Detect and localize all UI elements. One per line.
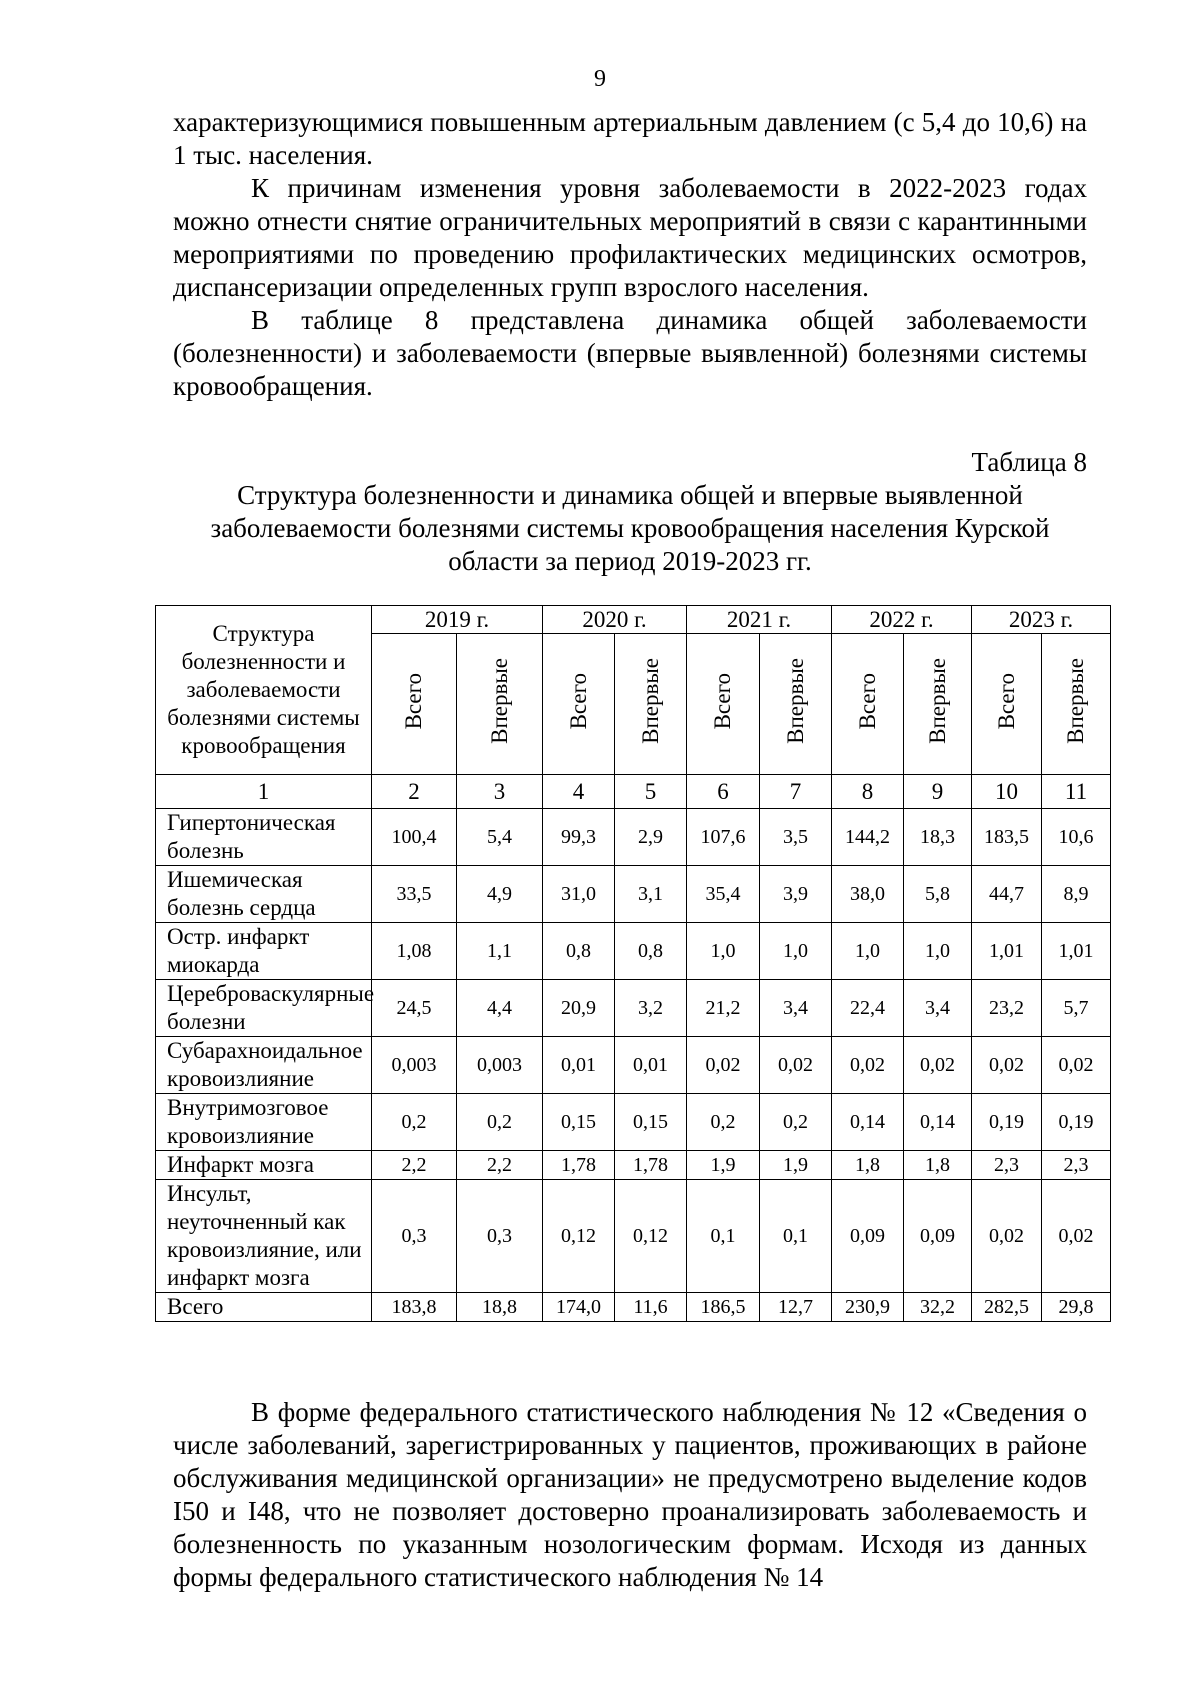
table-row [156, 809, 1111, 866]
table-cell: 3,2 [615, 980, 687, 1037]
table-year-header: 2023 г. [972, 606, 1111, 634]
table-cell: 0,02 [760, 1037, 832, 1094]
table-cell: 0,15 [615, 1094, 687, 1151]
table-cell: 1,01 [1042, 923, 1111, 980]
table-year-header: 2020 г. [543, 606, 687, 634]
table-cell: 0,02 [687, 1037, 760, 1094]
table-cell: 5,4 [457, 809, 543, 866]
table-cell: 0,09 [832, 1180, 904, 1293]
table-cell: 4,4 [457, 980, 543, 1037]
table-cell: 35,4 [687, 866, 760, 923]
table-cell: 99,3 [543, 809, 615, 866]
table-cell: 0,1 [760, 1180, 832, 1293]
table-cell: 0,02 [832, 1037, 904, 1094]
table-row [156, 1180, 1111, 1293]
table-cell: 18,3 [904, 809, 972, 866]
table-row-label: Субарахноидальное кровоизлияние [156, 1037, 372, 1094]
table-subheader-total [372, 634, 457, 775]
table-cell: 1,01 [972, 923, 1042, 980]
table-cell: 1,9 [760, 1151, 832, 1180]
closing-text [173, 1396, 1087, 1594]
table-cell: 0,12 [615, 1180, 687, 1293]
table-column-number: 1 [156, 775, 372, 809]
table-cell: 1,8 [904, 1151, 972, 1180]
table-subheader-text: Всего [565, 672, 591, 730]
table-cell: 230,9 [832, 1293, 904, 1322]
table-cell: 38,0 [832, 866, 904, 923]
table-subheader-total [543, 634, 615, 775]
intro-text [173, 106, 1087, 403]
table-cell: 10,6 [1042, 809, 1111, 866]
table-cell: 3,4 [760, 980, 832, 1037]
table-cell: 21,2 [687, 980, 760, 1037]
table-cell: 23,2 [972, 980, 1042, 1037]
table-cell: 282,5 [972, 1293, 1042, 1322]
table-column-number: 4 [543, 775, 615, 809]
table-row [156, 1037, 1111, 1094]
table-row-label: Ишемическая болезнь сердца [156, 866, 372, 923]
table-subheader-text: Впервые [782, 658, 808, 744]
table-cell: 0,02 [904, 1037, 972, 1094]
table-cell: 3,4 [904, 980, 972, 1037]
table-subheader-total [687, 634, 760, 775]
table-column-number: 10 [972, 775, 1042, 809]
table-column-number: 6 [687, 775, 760, 809]
table-cell: 5,8 [904, 866, 972, 923]
table-row [156, 980, 1111, 1037]
paragraph: В форме федерального статистического наблюдения № 12 «Сведения о числе заболеваний, зарегистрированных у пациентов, проживающих в районе обслуживания медицинской организации» не предусмотрено выделение кодов I50 и I48, что не позволяет достоверно проанализировать заболеваемость и болезненность по указанным нозологическим формам. Исходя из данных формы федерального статистического наблюдения № 14 [173, 1397, 1087, 1592]
table-cell: 183,5 [972, 809, 1042, 866]
table-row [156, 1293, 1111, 1322]
table-cell: 11,6 [615, 1293, 687, 1322]
table-row-label: Инсульт, неуточненный как кровоизлияние, или инфаркт мозга [156, 1180, 372, 1293]
paragraph: К причинам изменения уровня заболеваемости в 2022-2023 годах можно отнести снятие ограничительных мероприятий в связи с карантинными мероприятиями по проведению профилактических медицинских осмотров, диспансеризации определенных групп взрослого населения. [173, 173, 1087, 302]
table-column-number-row [156, 775, 1111, 809]
table-cell: 0,003 [457, 1037, 543, 1094]
table-cell: 1,8 [832, 1151, 904, 1180]
table-cell: 183,8 [372, 1293, 457, 1322]
table-cell: 186,5 [687, 1293, 760, 1322]
table-cell: 0,8 [615, 923, 687, 980]
table-cell: 1,78 [615, 1151, 687, 1180]
table-column-number: 2 [372, 775, 457, 809]
table-cell: 4,9 [457, 866, 543, 923]
table-row-label: Внутримозговое кровоизлияние [156, 1094, 372, 1151]
table-cell: 8,9 [1042, 866, 1111, 923]
table-cell: 0,02 [1042, 1180, 1111, 1293]
morbidity-table [155, 605, 1111, 1322]
table-cell: 0,14 [832, 1094, 904, 1151]
table-cell: 1,08 [372, 923, 457, 980]
table-cell: 2,3 [972, 1151, 1042, 1180]
table-row [156, 1094, 1111, 1151]
table-row [156, 1151, 1111, 1180]
table-cell: 2,9 [615, 809, 687, 866]
table-column-number: 9 [904, 775, 972, 809]
table-cell: 0,2 [687, 1094, 760, 1151]
table-cell: 0,8 [543, 923, 615, 980]
table-row-label: Гипертоническая болезнь [156, 809, 372, 866]
table-cell: 12,7 [760, 1293, 832, 1322]
table-subheader-text: Всего [993, 672, 1019, 730]
table-cell: 1,1 [457, 923, 543, 980]
table-cell: 22,4 [832, 980, 904, 1037]
table-subheader-first [615, 634, 687, 775]
table-column-number: 3 [457, 775, 543, 809]
table-cell: 0,12 [543, 1180, 615, 1293]
table-body [156, 775, 1111, 1322]
table-cell: 18,8 [457, 1293, 543, 1322]
table-row-label: Цереброваскулярные болезни [156, 980, 372, 1037]
table-cell: 29,8 [1042, 1293, 1111, 1322]
table-column-number: 7 [760, 775, 832, 809]
table-subheader-text: Всего [710, 672, 735, 730]
table-cell: 0,15 [543, 1094, 615, 1151]
table-subheader-first [904, 634, 972, 775]
table-subheader-first [760, 634, 832, 775]
table-cell: 2,2 [457, 1151, 543, 1180]
table-cell: 0,19 [1042, 1094, 1111, 1151]
table-cell: 0,19 [972, 1094, 1042, 1151]
table-cell: 2,2 [372, 1151, 457, 1180]
table-cell: 0,02 [972, 1180, 1042, 1293]
table-cell: 1,0 [760, 923, 832, 980]
table-cell: 144,2 [832, 809, 904, 866]
table-cell: 174,0 [543, 1293, 615, 1322]
table-year-header: 2021 г. [687, 606, 832, 634]
table-subheader-text: Всего [854, 672, 880, 730]
table-cell: 0,003 [372, 1037, 457, 1094]
table-cell: 0,2 [760, 1094, 832, 1151]
table-cell: 0,3 [372, 1180, 457, 1293]
table-subheader-text: Впервые [486, 658, 512, 744]
table-cell: 31,0 [543, 866, 615, 923]
table-subheader-text: Всего [401, 672, 426, 730]
table-subheader-text: Впервые [637, 658, 663, 744]
table-subheader-total [832, 634, 904, 775]
table-cell: 107,6 [687, 809, 760, 866]
table-cell: 0,09 [904, 1180, 972, 1293]
paragraph: В таблице 8 представлена динамика общей заболеваемости (болезненности) и заболеваемости (впервые выявленной) болезнями системы кровообращения. [173, 305, 1087, 401]
table-column-number: 11 [1042, 775, 1111, 809]
table-subheader-text: Впервые [1063, 658, 1088, 744]
table-cell: 0,01 [615, 1037, 687, 1094]
table-cell: 0,2 [457, 1094, 543, 1151]
table-subheader-first [457, 634, 543, 775]
table-cell: 0,3 [457, 1180, 543, 1293]
table-cell: 3,9 [760, 866, 832, 923]
table-cell: 1,0 [904, 923, 972, 980]
table-cell: 3,1 [615, 866, 687, 923]
table-cell: 32,2 [904, 1293, 972, 1322]
table-cell: 5,7 [1042, 980, 1111, 1037]
table-cell: 0,2 [372, 1094, 457, 1151]
table-cell: 33,5 [372, 866, 457, 923]
table-cell: 1,78 [543, 1151, 615, 1180]
table-subheader-text: Впервые [924, 658, 950, 744]
table-row-label: Инфаркт мозга [156, 1151, 372, 1180]
table-cell: 3,5 [760, 809, 832, 866]
table-year-header: 2022 г. [832, 606, 972, 634]
page-number: 9 [594, 66, 606, 92]
table-label: Таблица 8 [971, 447, 1087, 477]
table-cell: 100,4 [372, 809, 457, 866]
table-row [156, 866, 1111, 923]
table-column-number: 5 [615, 775, 687, 809]
table-year-header: 2019 г. [372, 606, 543, 634]
table-cell: 1,0 [832, 923, 904, 980]
table-cell: 2,3 [1042, 1151, 1111, 1180]
table-header-label: Структура болезненности и заболеваемости болезнями системы кровообращения [156, 606, 372, 775]
table-cell: 1,0 [687, 923, 760, 980]
table-cell: 0,1 [687, 1180, 760, 1293]
table-cell: 0,01 [543, 1037, 615, 1094]
table-column-number: 8 [832, 775, 904, 809]
table-subheader-first [1042, 634, 1111, 775]
table-cell: 0,02 [972, 1037, 1042, 1094]
table-cell: 0,02 [1042, 1037, 1111, 1094]
table-row [156, 923, 1111, 980]
table-subheader-total [972, 634, 1042, 775]
table-cell: 24,5 [372, 980, 457, 1037]
table-cell: 0,14 [904, 1094, 972, 1151]
table-row-label: Остр. инфаркт миокарда [156, 923, 372, 980]
paragraph: характеризующимися повышенным артериальным давлением (с 5,4 до 10,6) на 1 тыс. населения. [173, 107, 1087, 170]
table-row-label: Всего [156, 1293, 372, 1322]
table-caption: Структура болезненности и динамика общей и впервые выявленной заболеваемости болезнями системы кровообращения населения Курской области за период 2019-2023 гг. [210, 480, 1050, 576]
table-cell: 20,9 [543, 980, 615, 1037]
table-cell: 1,9 [687, 1151, 760, 1180]
table-year-row [156, 606, 1111, 634]
table-cell: 44,7 [972, 866, 1042, 923]
